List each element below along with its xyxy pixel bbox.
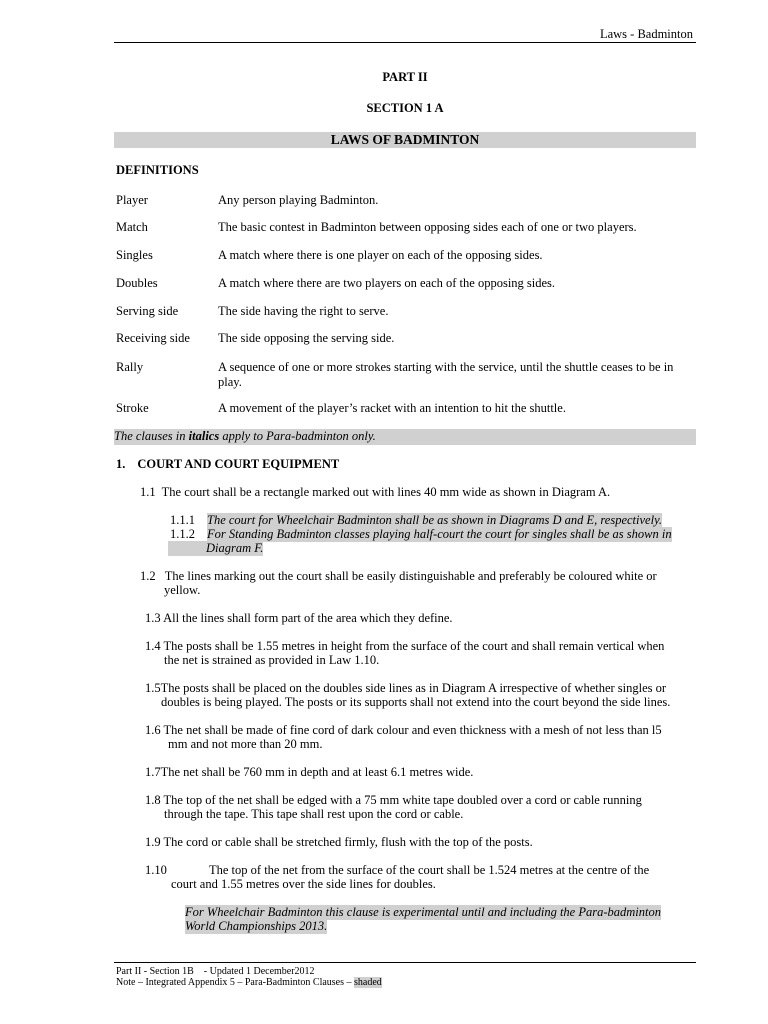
term-receiving-side: Receiving side — [116, 331, 190, 345]
note-text-bold: italics — [188, 429, 220, 443]
clause-1-9 — [145, 835, 533, 850]
clause-text: The net shall be 760 mm in depth and at least 6.1 metres wide. — [160, 765, 474, 779]
clause-number: 1.4 — [145, 639, 161, 653]
desc-rally: A sequence of one or more strokes starting with the service, until the shuttle ceases to be in play. — [218, 360, 674, 389]
clause-number: 1.6 — [145, 723, 161, 737]
clause-text: The lines marking out the court shall be easily distinguishable and preferably be coloured white or — [164, 569, 657, 583]
term-stroke: Stroke — [116, 401, 149, 415]
clause-number: 1.5 — [145, 681, 161, 695]
desc-receiving-side: The side opposing the serving side. — [218, 331, 395, 345]
note-text-post: apply to Para-badminton only. — [219, 429, 376, 443]
footer-updated: - Updated 1 December2012 — [203, 966, 315, 977]
clause-1-10-number: 1.10 — [145, 863, 167, 877]
clause-1-4-cont: the net is strained as provided in Law 1.10. — [164, 653, 380, 667]
clause-1-3 — [145, 611, 453, 626]
header-rule — [114, 42, 696, 43]
footer-line-2 — [116, 977, 382, 989]
section-number: 1. — [116, 457, 126, 471]
term-doubles: Doubles — [116, 276, 158, 290]
footer-shaded-word: shaded — [354, 977, 382, 988]
clause-number: 1.3 — [145, 611, 161, 625]
clause-1-6 — [145, 723, 662, 738]
desc-serving-side: The side having the right to serve. — [218, 304, 389, 318]
clause-1-1-2-number: 1.1.2 — [170, 527, 195, 541]
term-match: Match — [116, 220, 148, 234]
clause-1-2-cont: yellow. — [164, 583, 201, 597]
wheelchair-note-line1: For Wheelchair Badminton this clause is experimental until and including the Para-badminton — [185, 905, 661, 919]
clause-number: 1.2 — [140, 569, 156, 583]
footer-section: Part II - Section 1B — [116, 966, 194, 977]
clause-1-10-text: The top of the net from the surface of the court shall be 1.524 metres at the centre of the — [209, 863, 650, 877]
clause-text: The posts shall be placed on the doubles side lines as in Diagram A irrespective of whether singles or — [160, 681, 667, 695]
clause-1-8 — [145, 793, 642, 808]
desc-singles: A match where there is one player on each of the opposing sides. — [218, 248, 543, 262]
term-singles: Singles — [116, 248, 153, 262]
clause-text: All the lines shall form part of the area which they define. — [163, 611, 453, 625]
clause-1-2 — [140, 569, 657, 584]
part-title: PART II — [382, 70, 428, 84]
term-rally: Rally — [116, 360, 144, 374]
clause-1-1 — [140, 485, 700, 500]
clause-number: 1.1 — [140, 485, 156, 499]
clause-1-7 — [145, 765, 473, 780]
clause-1-1-2-cont: Diagram F. — [168, 541, 263, 556]
section-title: SECTION 1 A — [366, 101, 444, 115]
wheelchair-note-line2: World Championships 2013. — [185, 919, 328, 933]
clause-1-6-cont: mm and not more than 20 mm. — [168, 737, 323, 751]
clause-text: The posts shall be 1.55 metres in height from the surface of the court and shall remain vertical when — [163, 639, 665, 653]
clause-text: The top of the net shall be edged with a 75 mm white tape doubled over a cord or cable running — [163, 793, 642, 807]
note-text-pre: The clauses in — [114, 429, 189, 443]
clause-1-4 — [145, 639, 664, 654]
clause-text: The court shall be a rectangle marked out with lines 40 mm wide as shown in Diagram A. — [161, 485, 611, 499]
clause-text: The net shall be made of fine cord of dark colour and even thickness with a mesh of not less than l5 — [163, 723, 662, 737]
clause-number: 1.8 — [145, 793, 161, 807]
clause-number: 1.7 — [145, 765, 161, 779]
clause-number: 1.9 — [145, 835, 161, 849]
clause-1-1-2-text: For Standing Badminton classes playing half-court the court for singles shall be as shown in — [207, 527, 672, 541]
clause-1-10-cont: court and 1.55 metres over the side lines for doubles. — [171, 877, 436, 891]
desc-player: Any person playing Badminton. — [218, 193, 379, 207]
desc-doubles: A match where there are two players on each of the opposing sides. — [218, 276, 556, 290]
section-heading-title: COURT AND COURT EQUIPMENT — [137, 457, 340, 471]
footer-rule — [114, 962, 696, 963]
clause-1-1-1-text: The court for Wheelchair Badminton shall be as shown in Diagrams D and E, respectively. — [207, 513, 663, 527]
definitions-heading: DEFINITIONS — [116, 163, 199, 177]
laws-title: LAWS OF BADMINTON — [114, 132, 696, 148]
clause-1-5-cont: doubles is being played. The posts or its supports shall not extend into the court beyond the side lines. — [161, 695, 671, 709]
clause-1-5 — [145, 681, 666, 696]
desc-stroke: A movement of the player’s racket with an intention to hit the shuttle. — [218, 401, 566, 415]
term-player: Player — [116, 193, 148, 207]
clause-1-8-cont: through the tape. This tape shall rest upon the cord or cable. — [164, 807, 464, 821]
desc-match: The basic contest in Badminton between opposing sides each of one or two players. — [218, 220, 637, 234]
section-heading — [116, 457, 339, 472]
clause-1-1-1-number: 1.1.1 — [170, 513, 195, 527]
para-badminton-note — [114, 429, 696, 445]
term-serving-side: Serving side — [116, 304, 179, 318]
clause-text: The cord or cable shall be stretched firmly, flush with the top of the posts. — [163, 835, 533, 849]
footer-note: Note – Integrated Appendix 5 – Para-Badminton Clauses – — [116, 977, 355, 988]
running-header: Laws - Badminton — [599, 27, 693, 41]
